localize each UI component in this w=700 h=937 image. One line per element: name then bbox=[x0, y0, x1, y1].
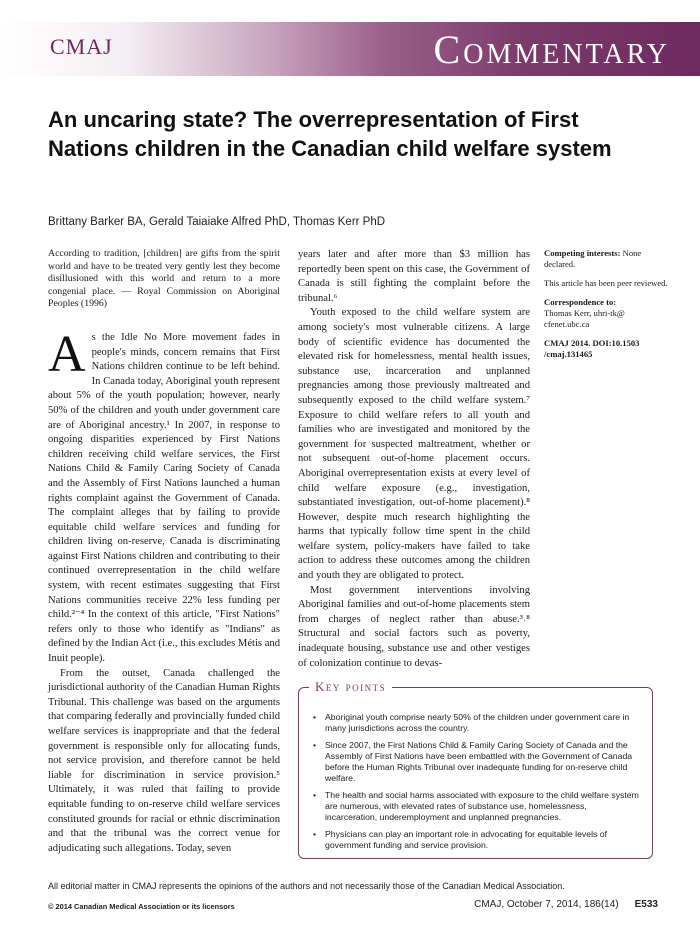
copyright: © 2014 Canadian Medical Association or its licensors bbox=[48, 902, 235, 911]
paragraph: Most government interventions involving Aboriginal families and out-of-home placements stem from charges of neglect rather than abuse.³˒⁸ Structural and social factors such as poverty, inadequate housing, substance use and other vestiges of colonization continue to devas- bbox=[298, 584, 530, 669]
correspondence bbox=[544, 297, 669, 330]
section-name: Commentary bbox=[433, 27, 670, 72]
key-point: • Since 2007, the First Nations Child & Family Caring Society of Canada and the Assembly of First Nations have been embattled with the Government of Canada before the Human Rights Tribunal over inadequate funding for on-reserve child welfare. bbox=[311, 740, 641, 784]
column-1 bbox=[48, 248, 280, 856]
doi bbox=[544, 338, 669, 360]
epigraph: According to tradition, [children] are gifts from the spirit world and have to be treated very gently lest they become disillusioned with this world and return to a more congenial place. — Royal Commission on Aboriginal Peoples (1996) bbox=[48, 248, 280, 310]
key-points-list bbox=[311, 712, 641, 857]
competing-interests-label: Competing interests: bbox=[544, 248, 621, 258]
header-banner bbox=[0, 22, 700, 76]
competing-interests bbox=[544, 248, 669, 270]
sidebar bbox=[544, 248, 669, 368]
competing-interests-value: None declared. bbox=[544, 248, 642, 269]
key-point: • Physicians can play an important role in advocating for equitable levels of government funding and service provision. bbox=[311, 829, 641, 851]
citation-text: CMAJ, October 7, 2014, 186(14) bbox=[474, 899, 619, 910]
doi-text: CMAJ 2014. DOI:10.1503 /cmaj.131465 bbox=[544, 338, 640, 359]
journal-name: CMAJ bbox=[50, 34, 113, 59]
article-title: An uncaring state? The overrepresentation of First Nations children in the Canadian child welfare system bbox=[48, 107, 612, 161]
column-2 bbox=[298, 248, 530, 671]
paragraph: From the outset, Canada challenged the jurisdictional authority of the Canadian Human Rights Tribunal. This challenge was based on the arguments that comparing federally and provincially funded child welfare services is inappropriate and that the federal government is responsible only for allocating funds, not service provision, and therefore cannot be held liable for discrimination in service provision.⁵ Ultimately, it was ruled that failing to provide equitable funding to on-reserve child welfare services constituted grounds for racial or ethnic discrimination and that the tribunal was the correct venue for adjudicating such allegations. Today, seven bbox=[48, 667, 280, 854]
correspondence-label: Correspondence to: bbox=[544, 297, 617, 307]
page-number: E533 bbox=[634, 899, 658, 910]
paragraph bbox=[48, 325, 280, 667]
key-point: • The health and social harms associated with exposure to the child welfare system are numerous, with elevated rates of substance use, homelessness, incarceration, underemployment and unplanned pregnancies. bbox=[311, 790, 641, 823]
paragraph: Youth exposed to the child welfare system are among society's most vulnerable citizens. A large body of scientific evidence has documented the elevated risk for homelessness, mental health issues, substance use, incarceration and unplanned pregnancies among those previously maltreated and subsequently exposed to the child welfare system.⁷ Exposure to child welfare refers to all youth and families who are investigated and monitored by the government for suspected maltreatment, whether or not subsequent out-of-home placement occurs. Aboriginal overrepresentation exists at every level of child welfare exposure (e.g., investigation, substantiated investigation, out-of-home placement).⁸ However, despite much research highlighting the harms that typically follow time spent in the child welfare system, policy-makers have failed to take action to address these outcomes among the children and youth they are obligated to protect. bbox=[298, 307, 530, 582]
key-point: • Aboriginal youth comprise nearly 50% of the children under government care in many jurisdictions across the country. bbox=[311, 712, 641, 734]
citation bbox=[474, 899, 658, 910]
correspondence-name: Thomas Kerr, uhri-tk@ bbox=[544, 308, 625, 318]
paragraph-text: s the Idle No More movement fades in people's minds, concern remains that First Nations children continue to be left behind. In Canada today, Aboriginal youth represent about 5% of the youth population; however, nearly 50% of the children and youth under government care are of Aboriginal ancestry.¹ In 2007, in response to ongoing disparities experienced by First Nations children receiving child welfare services, the First Nations Child & Family Caring Society of Canada and the Assembly of First Nations launched a human rights complaint against the Government of Canada. The complaint alleges that by failing to provide equitable child welfare services and funding for children living on-reserve, Canada is discriminating against First Nations children and contributing to their continued overrepresentation in the child welfare system, with recent estimates suggesting that First Nations communities receive 22% less funding per child.²⁻⁴ In the context of this article, "First Nations" refers only to those who identify as "Indians" as defined by the Indian Act (i.e., this excludes Métis and Inuit people). bbox=[48, 331, 280, 665]
peer-review-note: This article has been peer reviewed. bbox=[544, 278, 668, 288]
key-points-box bbox=[298, 679, 653, 859]
correspondence-email[interactable]: cfenet.ubc.ca bbox=[544, 319, 590, 329]
key-points-title: Key points bbox=[309, 679, 392, 695]
author-list: Brittany Barker BA, Gerald Taiaiake Alfred PhD, Thomas Kerr PhD bbox=[48, 216, 386, 228]
drop-cap: A bbox=[48, 325, 86, 383]
paragraph: years later and after more than $3 million has reportedly been spent on this case, the Government of Canada is still fighting the complaint before the tribunal.⁶ bbox=[298, 249, 530, 304]
editorial-note: All editorial matter in CMAJ represents the opinions of the authors and not necessarily those of the Canadian Medical Association. bbox=[48, 881, 565, 891]
